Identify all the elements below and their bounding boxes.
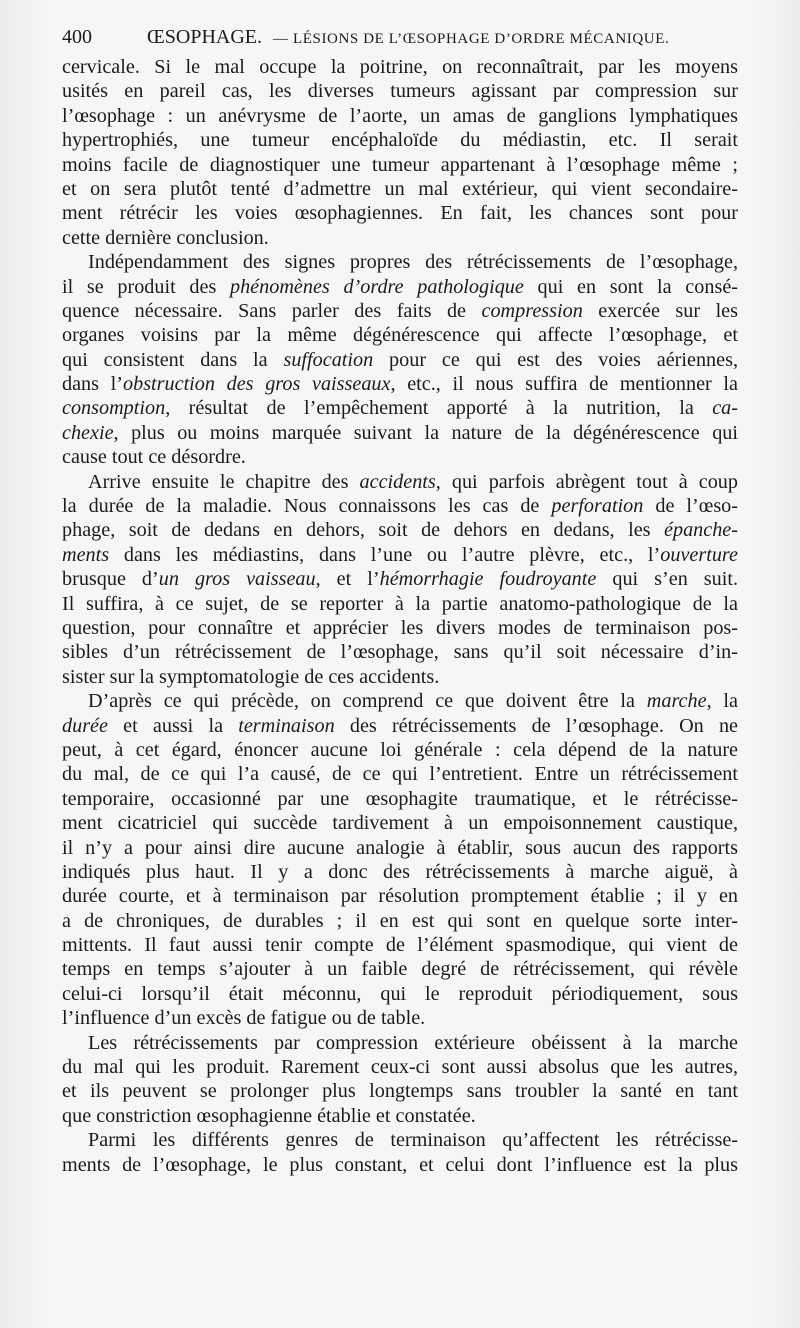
italic-text: marche (646, 690, 707, 713)
text-line (62, 104, 738, 128)
italic-text: ments (62, 543, 110, 566)
text-segment: il se produit des (62, 275, 230, 298)
text-segment: cette dernière conclusion. (62, 226, 269, 249)
text-segment: phage, soit de dedans en dehors, soit de dehors en dedans, les (62, 519, 665, 542)
text-segment: qui en sont la consé- (523, 275, 738, 298)
text-segment: pour ce qui est des voies aériennes, (373, 348, 738, 371)
text-line (62, 860, 738, 884)
text-segment: , et l’ (315, 568, 380, 591)
text-line (62, 640, 738, 664)
text-line (62, 714, 738, 738)
text-segment: du mal qui les produit. Rarement ceux-ci sont aussi absolus que les autres, (62, 1056, 738, 1079)
text-line (62, 543, 738, 567)
text-segment: ment cicatriciel qui succède tardivement à un empoisonnement caustique, (62, 812, 738, 835)
text-segment: la durée de la maladie. Nous connaissons les cas de (62, 495, 552, 518)
text-line (62, 1079, 738, 1103)
text-line (62, 738, 738, 762)
text-segment: peut, à cet égard, énoncer aucune loi générale : cela dépend de la nature (62, 738, 738, 761)
text-line (62, 957, 738, 981)
text-segment: question, pour connaître et apprécier les divers modes de terminaison pos- (62, 616, 738, 639)
text-segment: de l’œso- (643, 495, 738, 518)
text-segment: moins facile de diagnostiquer une tumeur appartenant à l’œsophage même ; (62, 153, 738, 176)
text-line (62, 250, 738, 274)
text-line (62, 665, 738, 689)
text-segment: organes voisins par la même dégénérescence qui affecte l’œsophage, et (62, 324, 738, 347)
text-line (62, 153, 738, 177)
text-segment: temporaire, occasionné par une œsophagite traumatique, et le rétrécisse- (62, 787, 738, 810)
text-line (62, 909, 738, 933)
text-segment: qui consistent dans la (62, 348, 284, 371)
text-segment: l’influence d’un excès de fatigue ou de table. (62, 1007, 426, 1030)
text-line (62, 348, 738, 372)
text-line (62, 1006, 738, 1030)
page-number: 400 (62, 26, 92, 48)
italic-text: hémorrhagie foudroyante (379, 568, 597, 591)
text-segment: indiqués plus haut. Il y a donc des rétrécissements à marche aiguë, à (62, 860, 738, 883)
text-line (62, 323, 738, 347)
text-segment: mittents. Il faut aussi tenir compte de l’élément spasmodique, qui vient de (62, 934, 738, 957)
italic-text: suffocation (283, 348, 374, 371)
text-segment: , plus ou moins marquée suivant la nature de la dégénérescence qui (113, 421, 738, 444)
text-line (62, 762, 738, 786)
text-line (62, 1128, 738, 1152)
text-line (62, 518, 738, 542)
italic-text: accidents (359, 470, 436, 493)
body-text (62, 55, 738, 1177)
text-line (62, 1153, 738, 1177)
text-segment: , qui parfois abrègent tout à coup (435, 470, 738, 493)
italic-text: durée (62, 714, 108, 737)
text-line (62, 689, 738, 713)
text-segment: celui-ci lorsqu’il était méconnu, qui le reproduit périodiquement, sous (62, 982, 738, 1005)
text-segment: il n’y a pour ainsi dire aucune analogie à établir, sous aucun des rapports (62, 836, 738, 859)
text-segment: l’œsophage : un anévrysme de l’aorte, un amas de ganglions lymphatiques (62, 104, 738, 127)
text-line (62, 1104, 738, 1128)
text-segment: cause tout ce désordre. (62, 446, 246, 469)
text-segment: Les rétrécissements par compression extérieure obéissent à la marche (88, 1031, 738, 1054)
text-segment: dans les médiastins, dans l’une ou l’autre plèvre, etc., l’ (109, 543, 661, 566)
text-segment: durée courte, et à terminaison par résolution promptement établie ; il y en (62, 885, 738, 908)
text-line (62, 982, 738, 1006)
italic-text: ouverture (660, 543, 738, 566)
italic-text: phénomènes d’ordre pathologique (229, 275, 524, 298)
italic-text: perforation (551, 495, 644, 518)
text-segment: hypertrophiés, une tumeur encéphaloïde du médiastin, etc. Il serait (62, 129, 738, 152)
italic-text: ca- (712, 397, 738, 420)
italic-text: épanche- (664, 519, 738, 542)
text-segment: brusque d’ (62, 568, 159, 591)
italic-text: consomption (62, 397, 166, 420)
text-segment: sibles d’un rétrécissement de l’œsophage, sans qu’il soit nécessaire d’in- (62, 641, 738, 664)
text-segment: et ils peuvent se prolonger plus longtemps sans troubler la santé en tant (62, 1080, 738, 1103)
text-line (62, 1031, 738, 1055)
text-segment: temps en temps s’ajouter à un faible degré de rétrécissement, qui révèle (62, 958, 738, 981)
text-segment: Il suffira, à ce sujet, de se reporter à la partie anatomo-pathologique de la (62, 592, 738, 615)
text-line (62, 787, 738, 811)
text-line (62, 811, 738, 835)
text-segment: Indépendamment des signes propres des rétrécissements de l’œsophage, (88, 251, 738, 274)
text-line (62, 470, 738, 494)
text-line (62, 616, 738, 640)
text-segment: D’après ce qui précède, on comprend ce que doivent être la (88, 690, 647, 713)
text-line (62, 421, 738, 445)
text-line (62, 299, 738, 323)
text-line (62, 445, 738, 469)
running-title: ŒSOPHAGE. (147, 26, 263, 48)
text-segment: et aussi la (107, 714, 239, 737)
text-line (62, 177, 738, 201)
text-segment: Parmi les différents genres de terminaison qu’affectent les rétrécisse- (88, 1129, 738, 1152)
italic-text: obstruction des gros vaisseaux (123, 373, 391, 396)
text-line (62, 592, 738, 616)
text-segment: , etc., il nous suffira de mentionner la (390, 373, 738, 396)
italic-text: un gros vaisseau (158, 568, 316, 591)
text-line (62, 372, 738, 396)
text-line (62, 933, 738, 957)
running-subtitle: — LÉSIONS DE L’ŒSOPHAGE D’ORDRE MÉCANIQUE. (273, 31, 670, 47)
text-line (62, 836, 738, 860)
text-line (62, 884, 738, 908)
text-segment: quence nécessaire. Sans parler des faits de (62, 299, 482, 322)
text-segment: et on sera plutôt tenté d’admettre un mal extérieur, qui vient secondaire- (62, 177, 738, 200)
text-segment: ment rétrécir les voies œsophagiennes. En fait, les chances sont pour (62, 202, 738, 225)
italic-text: chexie (62, 421, 114, 444)
text-segment: dans l’ (62, 373, 123, 396)
text-segment: a de chroniques, de durables ; il en est qui sont en quelque sorte inter- (62, 909, 738, 932)
italic-text: terminaison (238, 714, 335, 737)
text-segment: du mal, de ce qui l’a causé, de ce qui l’entretient. Entre un rétrécissement (62, 763, 738, 786)
text-line (62, 275, 738, 299)
text-line (62, 494, 738, 518)
text-segment: des rétrécissements de l’œsophage. On ne (334, 714, 738, 737)
italic-text: compression (481, 299, 583, 322)
text-segment: cervicale. Si le mal occupe la poitrine, on reconnaîtrait, par les moyens (62, 56, 738, 78)
text-line (62, 1055, 738, 1079)
text-segment: que constriction œsophagienne établie et constatée. (62, 1104, 476, 1127)
text-segment: exercée sur les (582, 299, 738, 322)
text-line (62, 79, 738, 103)
text-line (62, 567, 738, 591)
text-segment: sister sur la symptomatologie de ces accidents. (62, 665, 440, 688)
text-line (62, 201, 738, 225)
running-header (62, 22, 738, 52)
text-line (62, 128, 738, 152)
text-segment: ments de l’œsophage, le plus constant, et celui dont l’influence est la plus (62, 1153, 738, 1176)
text-segment: , la (706, 690, 738, 713)
text-line (62, 396, 738, 420)
text-segment: , résultat de l’empêchement apporté à la nutrition, la (165, 397, 713, 420)
text-segment: usités en pareil cas, les diverses tumeurs agissant par compression sur (62, 80, 738, 103)
text-line (62, 55, 738, 79)
text-line (62, 226, 738, 250)
text-segment: Arrive ensuite le chapitre des (88, 470, 360, 493)
text-segment: qui s’en suit. (596, 568, 738, 591)
